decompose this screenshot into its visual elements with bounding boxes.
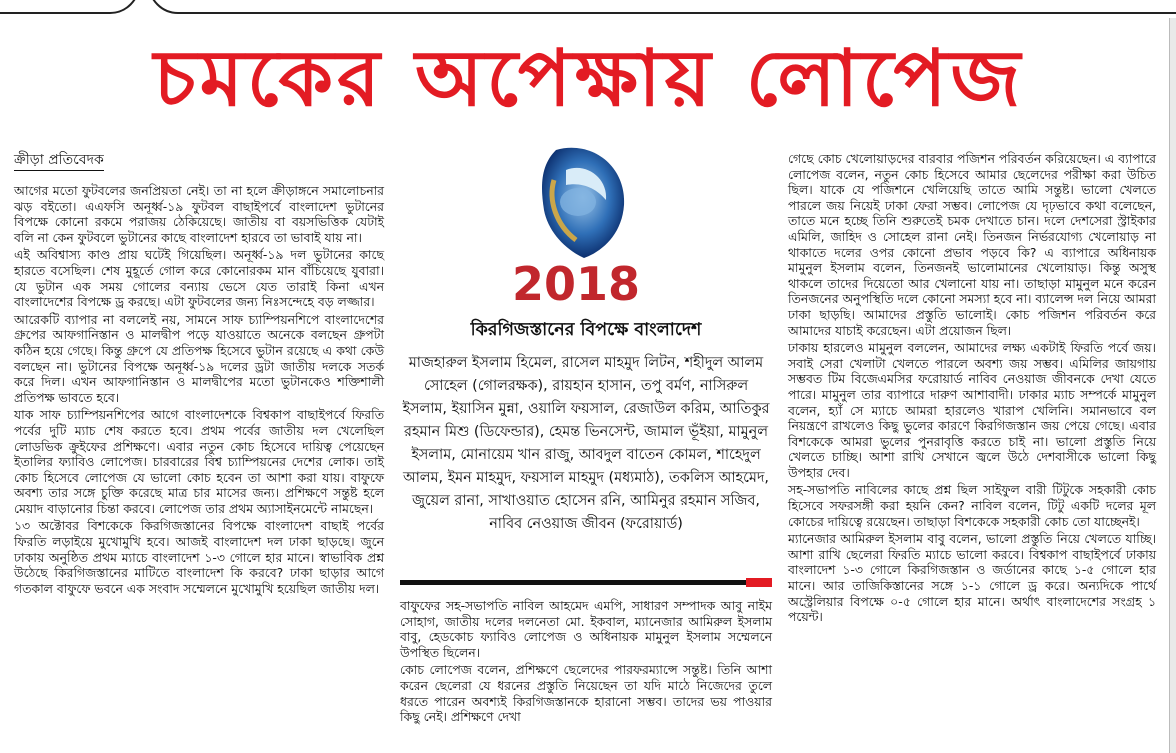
paragraph: এই অবিশ্বাস্য কাণ্ড প্রায় ঘটেই গিয়েছিল। অনূর্ধ্ব-১৯ দল ভুটানের কাছে হারতে বসেছিল। শেষ মুহূর্তে গোল করে কোনোরকম মান বাঁচিয়েছে যুবারা। যে ভুটান এক সময় গোলের বন্যায় ভেসে যেত তারাই কিনা এখন বাংলাদেশের বিপক্ষে ড্র করছে। এটা ফুটবলের জন্য নিঃসন্দেহে বড় লজ্জার। bbox=[14, 247, 384, 310]
header-arc-left bbox=[0, 0, 140, 14]
page-header-frame bbox=[0, 0, 1176, 16]
paragraph: গেছে কোচ খেলোয়াড়দের বারবার পজিশন পরিবর্তন করিয়েছেন। এ ব্যাপারে লোপেজ বলেন, নতুন কোচ হিসেবে আমার ছেলেদের পরীক্ষা করা উচিত ছিল। যাকে যে পজিশনে খেলিয়েছি তাতে আমি সন্তুষ্ট। ভালো খেলতে পারলে জয় নিয়েই ঢাকা ফেরা সম্ভব। লোপেজ যে দৃঢ়ভাবে কথা বলেছেন, তাতে মনে হচ্ছে তিনি শুরুতেই চমক দেখাতে চান। দলে দেশসেরা স্ট্রাইকার এমিলি, জাহিদ ও সোহেল রানা নেই। তিনজন নির্ভরযোগ্য খেলোয়াড় না থাকাতে দলের ওপর কোনো প্রভাব পড়বে কি? এ ব্যাপারে অধিনায়ক মামুনুল ইসলাম বলেন, তিনজনই ভালোমানের খেলোয়াড়। কিন্তু অসুস্থ থাকলে তাদের দিয়েতো আর খেলানো যায় না। তাছাড়া মামুনুল মনে করেন তিনজনের অনুপস্থিতি দলে কোনো সমস্যা হবে না। ব্যালেন্স দল নিয়ে আমরা ঢাকা ছাড়ছি। আমাদের প্রস্তুতি ভালোই। কোচ পজিশন পরিবর্তন করে আমাদের যাচাই করেছেন। এটা প্রয়োজন ছিল। bbox=[788, 151, 1156, 338]
paragraph: ১৩ অক্টোবর বিশকেকে কিরগিজস্তানের বিপক্ষে বাংলাদেশ বাছাই পর্বের ফিরতি লড়াইয়ে মুখোমুখি হবে। আজই বাংলাদেশ দল ঢাকা ছাড়ছে। জুনে ঢাকায় অনুষ্ঠিত প্রথম ম্যাচে বাংলাদেশ ১-৩ গোলে হার মানে। স্বাভাবিক প্রশ্ন উঠেছে কিরগিজস্তানের মাটিতে বাংলাদেশ কি করবে? ঢাকা ছাড়ার আগে গতকাল বাফুফে ভবনে এক সংবাদ সম্মেলনে মুখোমুখি হয়েছিল জাতীয় দল। bbox=[14, 518, 384, 596]
paragraph: সহ-সভাপতি নাবিলের কাছে প্রশ্ন ছিল সাইফুল বারী টিটুকে সহকারী কোচ হিসেবে সফরসঙ্গী করা হয়নি কেন? নাবিল বলেন, টিটু একটি দলের মূল কোচের দায়িত্বে রয়েছেন। তাছাড়া বিশকেকে সহকারী কোচ তো যাচ্ছেনই। bbox=[788, 482, 1156, 529]
section-divider bbox=[400, 580, 772, 585]
logo-year: 2018 bbox=[511, 257, 641, 310]
paragraph: কোচ লোপেজ বলেন, প্রশিক্ষণে ছেলেদের পারফরম্যান্সে সন্তুষ্ট। তিনি আশা করেন ছেলেরা যে ধরনের প্রস্তুতি নিয়েছেন তা যদি মাঠে নিজেদের তুলে ধরতে পারেন অবশ্যই কিরগিজস্তানকে হারানো সম্ভব। তাদের ভয় পাওয়ার কিছু নেই। প্রশিক্ষণে দেখা bbox=[400, 662, 772, 725]
paragraph: আগের মতো ফুটবলের জনপ্রিয়তা নেই। তা না হলে ক্রীড়াঙ্গনে সমালোচনার ঝড় বইতো। এএফসি অনূর্ধ্ব-১৯ ফুটবল বাছাইপর্বে বাংলাদেশ ভুটানের বিপক্ষে কোনো রকমে পরাজয় ঠেকিয়েছে। জাতীয় বা বয়সভিত্তিক যেটাই বলি না কেন ফুটবলে ভুটানের কাছে বাংলাদেশ হারবে তা ভাবাই যায় না। bbox=[14, 183, 384, 245]
paragraph: ম্যানেজার আমিরুল ইসলাম বাবু বলেন, ভালো প্রস্তুতি নিয়ে খেলতে যাচ্ছি। আশা রাখি ছেলেরা ফিরতি ম্যাচে ভালো করবে। বিশ্বকাপ বাছাইপর্বে ঢাকায় বাংলাদেশ ১-৩ গোলে কিরগিজস্তান ও জর্ডানের কাছে ১-৫ গোলে হার মানে। আর তাজিকিস্তানের সঙ্গে ১-১ গোলে ড্র করে। অন্যদিকে পার্থে অস্ট্রেলিয়ার বিপক্ষে ০-৫ গোলে হার মানে। অর্থাৎ বাংলাদেশের সংগ্রহ ১ পয়েন্ট। bbox=[788, 531, 1156, 625]
headline: চমকের অপেক্ষায় লোপেজ bbox=[153, 33, 1025, 124]
squad-box-title: কিরগিজস্তানের বিপক্ষে বাংলাদেশ bbox=[470, 320, 702, 340]
paragraph: বাফুফের সহ-সভাপতি নাবিল আহমেদ এমপি, সাধারণ সম্পাদক আবু নাইম সোহাগ, জাতীয় দলের দলনেতা মো. ইকবাল, ম্যানেজার আমিরুল ইসলাম বাবু, হেডকোচ ফ্যাবিও লোপেজ ও অধিনায়ক মামুনুল ইসলাম সম্মেলনে উপস্থিত ছিলেন। bbox=[400, 598, 772, 660]
page-edge bbox=[1169, 18, 1176, 753]
article-column-1 bbox=[14, 183, 384, 598]
reporter-byline: ক্রীড়া প্রতিবেদক bbox=[14, 151, 104, 171]
article-column-2 bbox=[400, 598, 772, 727]
header-arc-right bbox=[148, 0, 1176, 14]
divider-accent bbox=[746, 578, 772, 587]
paragraph: ঢাকায় হারলেও মামুনুল বললেন, আমাদের লক্ষ্য একটাই ফিরতি পর্বে জয়। সবাই সেরা খেলাটা খেলতে পারলে অবশ্য জয় সম্ভব। এমিলির জায়গায় সম্ভবত টিম বিজেএমসির ফরোয়ার্ড নাবিব নেওয়াজ জীবনকে দেখা যেতে পারে। মামুনুল তার ব্যাপারে দারুণ আশাবাদী। ঢাকার ম্যাচ সম্পর্কে মামুনুল বলেন, হ্যাঁ সে ম্যাচে আমরা হারলেও খারাপ খেলিনি। সমানভাবে বল নিয়ন্ত্রণে রাখলেও কিছু ভুলের কারণে কিরগিজস্তান জয় পেয়ে গেছে। এবার বিশকেকে আমরা ভুলের পুনরাবৃত্তি করতে চাই না। ভালো প্রস্তুতি নিয়ে খেলতে চাচ্ছি। আশা রাখি সেখানে জ্বলে উঠে দেশবাসীকে ভালো কিছু উপহার দেব। bbox=[788, 340, 1156, 480]
world-cup-2018-logo bbox=[496, 140, 656, 310]
paragraph: আরেকটি ব্যাপার না বললেই নয়, সামনে সাফ চ্যাম্পিয়নশিপে বাংলাদেশের গ্রুপের আফগানিস্তান ও মালদ্বীপ পড়ে যাওয়াতে অনেকে বলছেন গ্রুপটা কঠিন হয়ে গেছে। কিন্তু গ্রুপে যে প্রতিপক্ষ হিসেবে ভুটান রয়েছে এ কথা কেউ বলছেন না। ভুটানের বিপক্ষে অনূর্ধ্ব-১৯ দলের ড্রটা জাতীয় দলকে সতর্ক করে দিল। এখন আফগানিস্তান ও মালদ্বীপের মতো ভুটানকেও শক্তিশালী প্রতিপক্ষ ভাবতে হবে। bbox=[14, 311, 384, 405]
squad-list: মাজহারুল ইসলাম হিমেল, রাসেল মাহমুদ লিটন, শহীদুল আলম সোহেল (গোলরক্ষক), রায়হান হাসান, তপু বর্মণ, নাসিরুল ইসলাম, ইয়াসিন মুন্না, ওয়ালি ফয়সাল, রেজাউল করিম, আতিকুর রহমান মিশু (ডিফেন্ডার), হেমন্ত ভিনসেন্ট, জামাল ভূঁইয়া, মামুনুল ইসলাম, মোনায়েম খান রাজু, আবদুল বাতেন কোমল, শাহেদুল আলম, ইমন মাহমুদ, ফয়সাল মাহমুদ (মধ্যমাঠ), তকলিস আহমেদ, জুয়েল রানা, সাখাওয়াত হোসেন রনি, আমিনুর রহমান সজিব, নাবিব নেওয়াজ জীবন (ফরোয়ার্ড) bbox=[402, 355, 770, 532]
paragraph: যাক সাফ চ্যাম্পিয়নশিপের আগে বাংলাদেশকে বিশ্বকাপ বাছাইপর্বে ফিরতি পর্বের দুটি ম্যাচ শেষ করতে হবে। প্রথম পর্বের জাতীয় দল খেলেছিল লোডভিক ক্রুইফের প্রশিক্ষণে। এবার নতুন কোচ হিসেবে দায়িত্ব পেয়েছেন ইতালির ফ্যাবিও লোপেজ। চারবারের বিশ্ব চ্যাম্পিয়নের দেশের লোক। তাই কোচ হিসেবে লোপেজ যে ভালো কোচ হবেন তা আশা করা যায়। বাফুফে অবশ্য তার সঙ্গে চুক্তি করেছে মাত্র চার মাসের জন্য। প্রশিক্ষণে সন্তুষ্ট হলে মেয়াদ বাড়ানোর চিন্তা করবে। লোপেজ তার প্রথম অ্যাসাইনমেন্টে নামছেন। bbox=[14, 407, 384, 516]
article-column-3 bbox=[788, 151, 1156, 627]
